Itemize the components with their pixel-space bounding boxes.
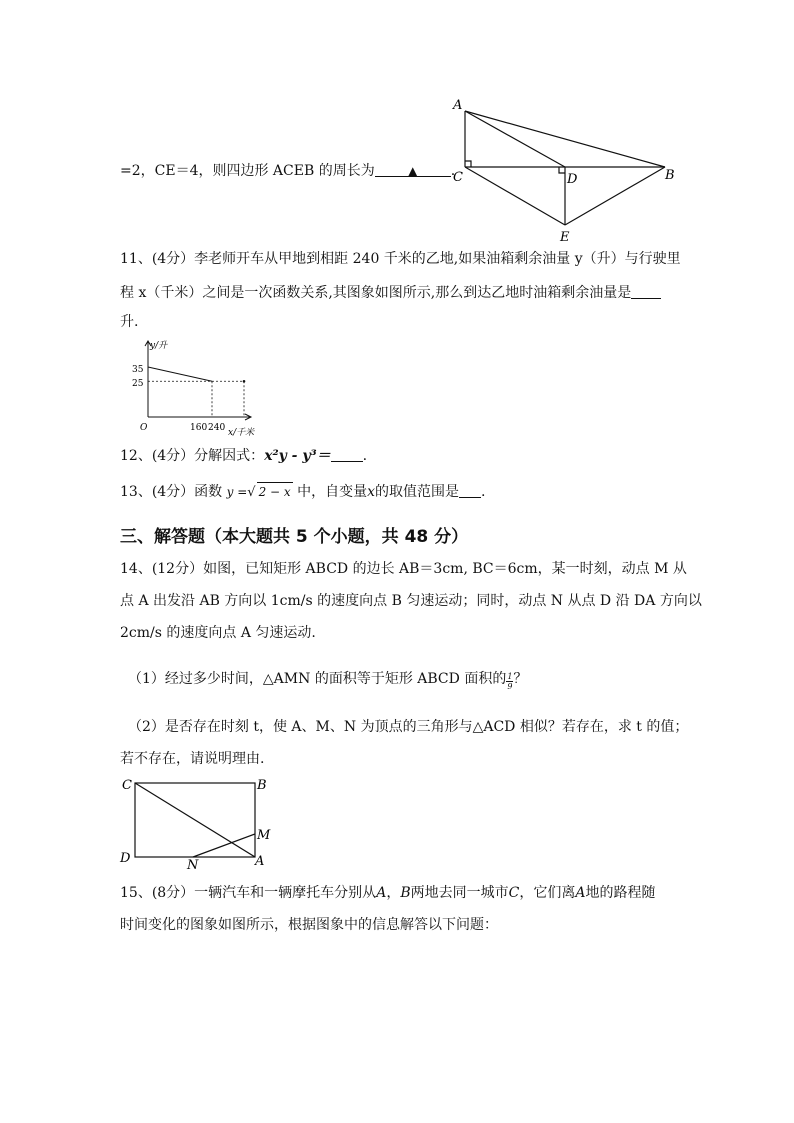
q13-func-lhs: y =: [226, 485, 248, 499]
segment-CE: [465, 167, 565, 225]
label-M: M: [257, 828, 271, 843]
q15-text-a: 15、(8分）一辆汽车和一辆摩托车分别从: [120, 885, 377, 901]
segment-AD: [465, 111, 565, 167]
q12-prefix: 12、(4分）分解因式：: [120, 448, 265, 464]
q10-text: [120, 162, 455, 180]
q11-line2-text: 程 x（千米）之间是一次函数关系,其图象如图所示,那么到达乙地时油箱剩余油量是: [120, 285, 632, 301]
label-E: E: [560, 230, 570, 245]
frac-num: 1: [507, 672, 513, 681]
q15-point-C: C: [508, 885, 520, 901]
graph-line-segment: [148, 367, 212, 381]
q15-point-A2: A: [575, 885, 586, 901]
q11-line3: 升.: [120, 314, 139, 330]
label-D: D: [120, 851, 131, 866]
label-N: N: [187, 858, 199, 872]
origin-label: O: [140, 423, 148, 433]
q12-suffix: .: [362, 448, 368, 464]
q10-suffix: .: [450, 163, 456, 179]
graph-endpoint: [243, 380, 246, 383]
segment-AB: [465, 111, 665, 167]
q12-expression: x²y - y³＝: [264, 448, 331, 464]
label-C: C: [122, 778, 132, 793]
label-D: D: [567, 172, 578, 187]
q14-line3: 2cm/s 的速度向点 A 匀速运动.: [120, 625, 316, 641]
sqrt-sign: √: [247, 485, 256, 500]
q14-part1-text: （1）经过多少时间，△AMN 的面积等于矩形 ABCD 面积的: [128, 671, 507, 687]
q15-text-e: 地的路程随: [585, 885, 656, 901]
q14-part1-suffix: ？: [513, 671, 528, 687]
q10-text-prefix: =2，CE＝4，则四边形 ACEB 的周长为: [120, 163, 375, 179]
q15-line1: [120, 884, 655, 902]
label-C: C: [453, 170, 463, 185]
diagonal-CA: [135, 783, 255, 857]
x-tick-240: 240: [208, 423, 226, 433]
q11-answer-blank: [631, 284, 661, 299]
y-tick-35: 35: [132, 365, 144, 375]
q13-prefix: 13、(4分）函数: [120, 484, 223, 500]
y-tick-25: 25: [132, 379, 144, 389]
q14-line2: 点 A 出发沿 AB 方向以 1cm/s 的速度向点 B 匀速运动；同时，动点 N 从点 D 沿 DA 方向以: [120, 593, 702, 609]
q13-variable: x: [367, 484, 376, 500]
q15-text-c: 两地去同一城市: [410, 885, 509, 901]
answer-triangle-mark: ▲: [408, 164, 418, 178]
segment-EB: [565, 167, 665, 225]
section-heading: 三、解答题（本大题共 5 个小题，共 48 分）: [120, 527, 469, 547]
x-axis-label: x/千米: [228, 428, 255, 438]
q10-figure: [450, 95, 690, 245]
q15-point-A: A: [376, 885, 387, 901]
q13-tail: 的取值范围是: [375, 484, 460, 500]
label-B: B: [665, 168, 675, 183]
q13-line: [120, 482, 486, 502]
label-A: A: [255, 854, 265, 869]
y-axis-label: y/升: [150, 341, 168, 351]
q14-part2-line1: （2）是否存在时刻 t，使 A、M、N 为顶点的三角形与△ACD 相似？若存在，求 t 的值；: [128, 719, 689, 735]
x-tick-160: 160: [190, 423, 208, 433]
label-B: B: [257, 778, 267, 793]
q13-suffix: .: [481, 484, 486, 500]
q15-text-b: ，: [386, 885, 401, 901]
q10-answer-blank: [375, 162, 451, 177]
right-angle-C: [465, 161, 471, 167]
q15-line2: 时间变化的图象如图所示，根据图象中的信息解答以下问题：: [120, 917, 498, 933]
q15-text-d: ，它们离: [519, 885, 576, 901]
q14-part1: [128, 670, 527, 691]
q15-point-B: B: [400, 885, 411, 901]
q12-line: [120, 447, 367, 465]
q14-figure: [118, 772, 278, 872]
frac-den: 9: [507, 682, 513, 691]
q13-middle: 中，自变量: [297, 484, 368, 500]
right-angle-D: [559, 167, 565, 173]
q14-line1: 14、(12分）如图，已知矩形 ABCD 的边长 AB＝3cm, BC＝6cm，某一时刻，动点 M 从: [120, 561, 687, 577]
label-A: A: [453, 98, 463, 113]
q13-radicand: 2 − x: [257, 482, 293, 501]
q11-line1: 11、(4分）李老师开车从甲地到相距 240 千米的乙地,如果油箱剩余油量 y（升）与行驶里: [120, 251, 681, 267]
q11-line2: [120, 284, 661, 302]
q13-answer-blank: [459, 483, 481, 498]
q14-part2-line2: 若不存在，请说明理由.: [120, 751, 265, 767]
q11-graph: [130, 338, 270, 438]
q12-answer-blank: [331, 447, 363, 462]
